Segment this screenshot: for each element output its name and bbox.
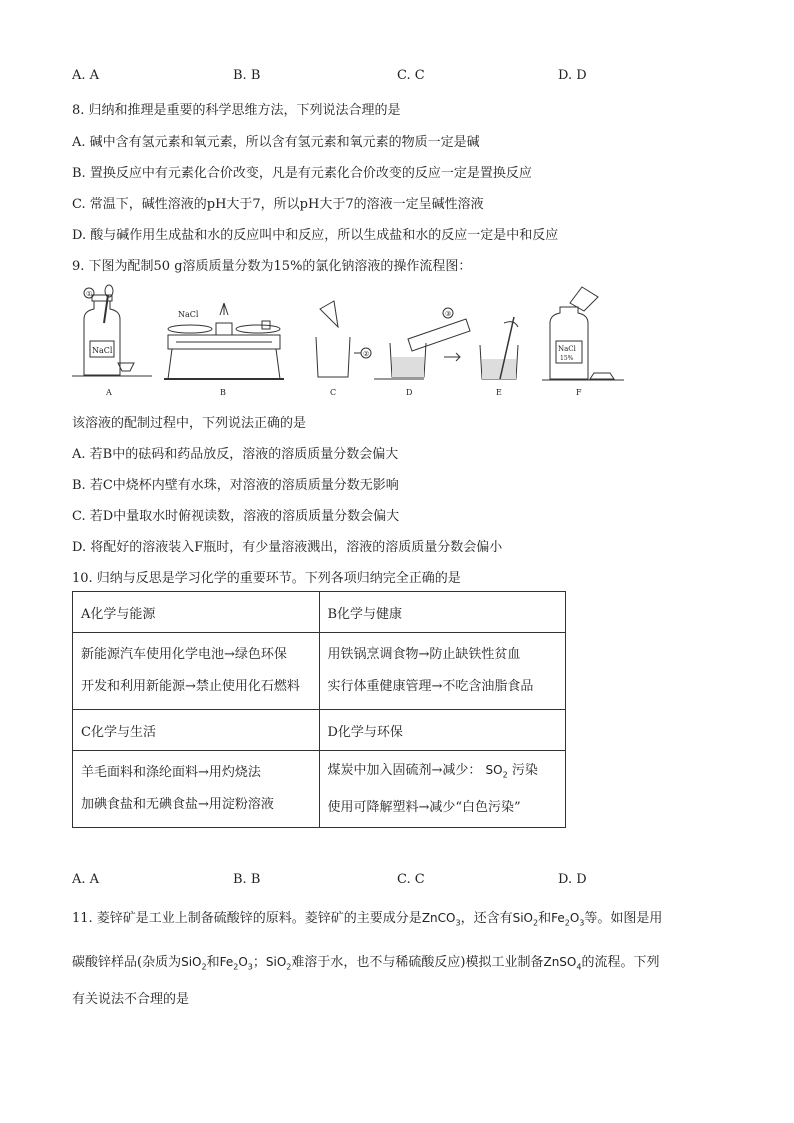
q7-options	[72, 68, 632, 86]
option-d: D. D	[558, 68, 587, 83]
step-label-a: A	[106, 388, 112, 397]
q11-line-2: 碳酸锌样品(杂质为SiO$_2$和$Fe_2O_3$；SiO$_2$难溶于水，也不与稀硫酸反应)模拟工业制备ZnSO$_4$的流程。下列	[72, 955, 660, 972]
step-b-balance	[164, 303, 284, 397]
cell-c-head: C化学与生活	[73, 710, 320, 751]
step-label-e: E	[496, 388, 502, 397]
svg-text:NaCl: NaCl	[178, 310, 199, 319]
q9-option-b: B. 若C中烧杯内壁有水珠，对溶液的溶质质量分数无影响	[72, 478, 399, 493]
cell-b-head: B化学与健康	[319, 592, 566, 633]
q8-option-c: C. 常温下，碱性溶液的pH大于7，所以pH大于7的溶液一定呈碱性溶液	[72, 197, 484, 212]
step-f-bottle	[542, 287, 624, 397]
option-c: C. C	[397, 68, 425, 83]
option-d: D. D	[558, 872, 587, 887]
q9-option-d: D. 将配好的溶液装入F瓶时，有少量溶液溅出，溶液的溶质质量分数会偏小	[72, 540, 503, 555]
cell-b-body: 用铁锅烹调食物→防止缺铁性贫血 实行体重健康管理→不吃含油脂食品	[319, 633, 566, 710]
q8-stem: 8. 归纳和推理是重要的科学思维方法，下列说法合理的是	[72, 103, 401, 118]
svg-text:②: ②	[363, 350, 370, 358]
q8-option-a: A. 碱中含有氢元素和氧元素，所以含有氢元素和氧元素的物质一定是碱	[72, 135, 480, 150]
q11-line-3: 有关说法不合理的是	[72, 992, 190, 1007]
q9-option-c: C. 若D中量取水时俯视读数，溶液的溶质质量分数会偏大	[72, 509, 400, 524]
cell-d-head: D化学与环保	[319, 710, 566, 751]
svg-text:①: ①	[86, 290, 93, 298]
svg-text:③: ③	[445, 310, 452, 318]
option-a: A. A	[72, 68, 100, 83]
solution-preparation-figure	[72, 283, 632, 401]
q9-sub-stem: 该溶液的配制过程中，下列说法正确的是	[72, 416, 307, 431]
svg-text:15%: 15%	[560, 355, 574, 362]
step-c-beaker	[316, 301, 371, 397]
svg-text:NaCl: NaCl	[558, 345, 576, 353]
step-a-reagent-bottle	[72, 285, 152, 397]
step-label-c: C	[330, 388, 337, 397]
step-label-f: F	[576, 388, 582, 397]
q9-stem: 9. 下图为配制50 g溶质质量分数为15%的氯化钠溶液的操作流程图：	[72, 259, 472, 274]
step-label-d: D	[406, 388, 413, 397]
step-e-stirring	[480, 317, 518, 397]
cell-c-body: 羊毛面料和涤纶面料→用灼烧法 加碘食盐和无碘食盐→用淀粉溶液	[73, 751, 320, 828]
q9-option-a: A. 若B中的砝码和药品放反，溶液的溶质质量分数会偏大	[72, 447, 399, 462]
q8-option-b: B. 置换反应中有元素化合价改变，凡是有元素化合价改变的反应一定是置换反应	[72, 166, 532, 181]
bottle-label-a: NaCl	[92, 346, 113, 355]
option-a: A. A	[72, 872, 100, 887]
step-d-pouring	[374, 308, 470, 397]
option-c: C. C	[397, 872, 425, 887]
cell-a-head: A化学与能源	[73, 592, 320, 633]
option-b: B. B	[233, 68, 261, 83]
q10-options	[72, 872, 632, 890]
option-b: B. B	[233, 872, 261, 887]
q8-option-d: D. 酸与碱作用生成盐和水的反应叫中和反应，所以生成盐和水的反应一定是中和反应	[72, 228, 559, 243]
cell-d-body: 煤炭中加入固硫剂→减少： $SO_2$ 污染 使用可降解塑料→减少“白色污染”	[319, 751, 566, 828]
step-label-b: B	[220, 388, 226, 397]
q11-line-1: 11. 菱锌矿是工业上制备硫酸锌的原料。菱锌矿的主要成分是ZnCO$_3$，还含有SiO$_2$和$Fe_2O_3$等。如图是用	[72, 911, 663, 928]
q10-summary-table	[72, 591, 566, 828]
q10-stem: 10. 归纳与反思是学习化学的重要环节。下列各项归纳完全正确的是	[72, 571, 461, 586]
cell-a-body: 新能源汽车使用化学电池→绿色环保 开发和利用新能源→禁止使用化石燃料	[73, 633, 320, 710]
